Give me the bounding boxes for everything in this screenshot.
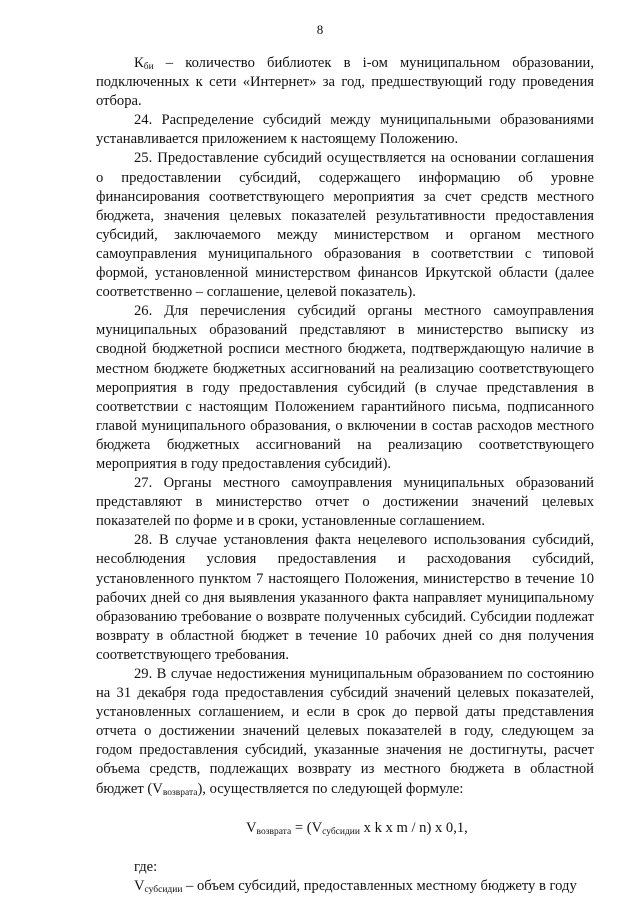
where-label: где: [134, 858, 158, 875]
page-number: 8 [316, 22, 324, 37]
formula-lhs-subscript: возврата [256, 826, 292, 837]
p29-text-before: 29. В случае недостижения муниципальным образованием по состоянию на 31 декабря года предоставления субсидий значений целевых показателей, установленных соглашением, и если в срок до первой даты представления отчета о достижении значений целевых показателей в году, следующем за годом предоставления субсидий, указанные значения не достигнуты, расчет объема средств, подлежащих возврату из местного бюджета в областной бюджет ( [96, 666, 594, 797]
formula-lhs-symbol: V [246, 819, 257, 836]
paragraph-kbi-definition [96, 54, 594, 111]
vsub-symbol: V [134, 877, 145, 894]
kbi-symbol: К [134, 55, 144, 71]
spacer [96, 838, 594, 858]
formula-equals: = ( [291, 819, 312, 836]
p29-v-subscript: возврата [162, 787, 198, 798]
paragraph-26: 26. Для перечисления субсидий органы местного самоуправления муниципальных образований представляют в министерство выписку из сводной бюджетной росписи местного бюджета, подтверждающую наличие в местном бюджете бюджетных ассигнований на реализацию соответствующего мероприятия в году предоставления субсидий (в случае представления в соответствии с настоящим Положением гарантийного письма, подписанного главой муниципального образования, о включении в состав расходов местного бюджета бюджетных ассигнований на реализацию соответствующего мероприятия в году предоставления субсидий). [96, 303, 594, 472]
vsub-definition-text: – объем субсидий, предоставленных местному бюджету в году [182, 877, 577, 894]
paragraph-25: 25. Предоставление субсидий осуществляется на основании соглашения о предоставлении субсидий, содержащего информацию об уровне финансирования соответствующего мероприятия за счет средств местного бюджета, значения целевых показателей результативности предоставления субсидий, заключаемого между министерством и органом местного самоуправления муниципального образования в соответствии с типовой формой, установленной министерством финансов Иркутской области (далее соответственно – соглашение, целевой показатель). [96, 150, 594, 301]
paragraph-24: 24. Распределение субсидий между муниципальными образованиями устанавливается приложением к настоящему Положению. [96, 112, 594, 148]
formula-rhs-subscript: субсидии [322, 826, 360, 837]
paragraph-28: 28. В случае установления факта нецелевого использования субсидий, несоблюдения условия предоставления и расходования субсидий, установленного пунктом 7 настоящего Положения, министерство в течение 10 рабочих дней со дня выявления указанного факта направляет муниципальному образованию требование о возврате полученных субсидий. Субсидии подлежат возврату в областной бюджет в течение 10 рабочих дней со дня получения соответствующего требования. [96, 532, 594, 663]
kbi-subscript: би [143, 62, 154, 72]
vsub-subscript: субсидии [144, 884, 183, 895]
formula-rest: x k x m / n) x 0,1, [359, 819, 468, 836]
paragraph-27: 27. Органы местного самоуправления муниципальных образований представляют в министерство отчет о достижении значений целевых показателей по форме и в сроки, установленные соглашением. [96, 475, 594, 530]
document-body [96, 54, 594, 896]
formula [96, 819, 594, 838]
p29-v-symbol: V [152, 780, 163, 797]
p29-text-after: ), осуществляется по следующей формуле: [197, 780, 464, 797]
kbi-definition-text: – количество библиотек в i-ом муниципальном образовании, подключенных к сети «Интернет» за год, предшествующий году проведения отбора. [96, 55, 594, 110]
paragraph-29 [96, 665, 594, 799]
formula-rhs-symbol: V [311, 819, 323, 836]
paragraph-vsubsidii-definition [96, 877, 594, 896]
